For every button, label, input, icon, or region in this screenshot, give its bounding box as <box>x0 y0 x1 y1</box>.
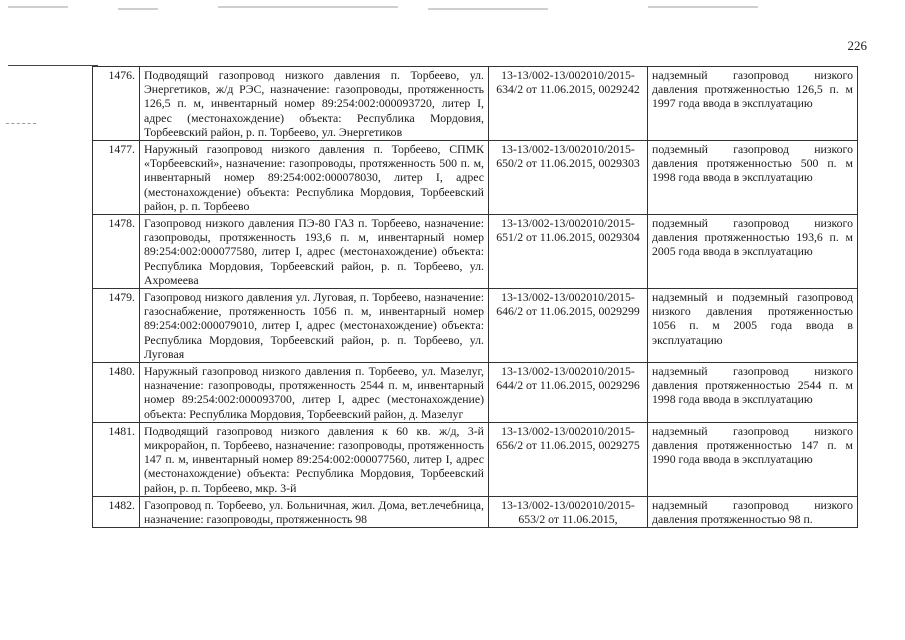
left-margin-rule <box>8 65 98 66</box>
object-description: Газопровод п. Торбеево, ул. Больничная, жил. Дома, вет.лечебница, назначение: газопроводы, протяженность 98 <box>140 496 489 527</box>
property-register-table <box>92 66 858 528</box>
row-number: 1477. <box>93 141 140 215</box>
table-row <box>93 422 858 496</box>
object-characteristics: надземный и подземный газопровод низкого давления протяженностью 1056 п. м 2005 года ввода в эксплуатацию <box>648 289 858 363</box>
object-characteristics: надземный газопровод низкого давления протяженностью 2544 п. м 1998 года ввода в эксплуатацию <box>648 363 858 423</box>
registration-record: 13-13/002-13/002010/2015-653/2 от 11.06.2015, <box>489 496 648 527</box>
row-number: 1476. <box>93 67 140 141</box>
registration-record: 13-13/002-13/002010/2015-650/2 от 11.06.2015, 0029303 <box>489 141 648 215</box>
object-description: Наружный газопровод низкого давления п. Торбеево, ул. Мазелуг, назначение: газопроводы, протяженность 2544 п. м, инвентарный номер 89:254:002:000093700, литер I, адрес (местонахождение) объекта: Республика Мордовия, Торбеевский район, д. Мазелуг <box>140 363 489 423</box>
object-characteristics: подземный газопровод низкого давления протяженностью 500 п. м 1998 года ввода в эксплуатацию <box>648 141 858 215</box>
registration-record: 13-13/002-13/002010/2015-634/2 от 11.06.2015, 0029242 <box>489 67 648 141</box>
row-number: 1478. <box>93 215 140 289</box>
table-row <box>93 496 858 527</box>
row-number: 1480. <box>93 363 140 423</box>
object-characteristics: подземный газопровод низкого давления протяженностью 193,6 п. м 2005 года ввода в эксплуатацию <box>648 215 858 289</box>
object-description: Газопровод низкого давления ул. Луговая, п. Торбеево, назначение: газоснабжение, протяженность 1056 п. м, инвентарный номер 89:254:002:000079010, литер I, адрес (местонахождение) объекта: Республика Мордовия, Торбеевский район, р. п. Торбеево, ул. Луговая <box>140 289 489 363</box>
object-description: Наружный газопровод низкого давления п. Торбеево, СПМК «Торбеевский», назначение: газопроводы, протяженность 500 п. м, инвентарный номер 89:254:002:000078030, литер I, адрес (местонахождение) объекта: Республика Мордовия, Торбеевский район, р. п. Торбеево <box>140 141 489 215</box>
page-number: 226 <box>847 38 867 53</box>
margin-mark <box>6 123 36 124</box>
object-characteristics: надземный газопровод низкого давления протяженностью 147 п. м 1990 года ввода в эксплуатацию <box>648 422 858 496</box>
object-characteristics: надземный газопровод низкого давления протяженностью 126,5 п. м 1997 года ввода в эксплуатацию <box>648 67 858 141</box>
object-characteristics: надземный газопровод низкого давления протяженностью 98 п. <box>648 496 858 527</box>
scan-artifact-top <box>8 6 885 12</box>
row-number: 1481. <box>93 422 140 496</box>
row-number: 1479. <box>93 289 140 363</box>
object-description: Подводящий газопровод низкого давления к 60 кв. ж/д, 3-й микрорайон, п. Торбеево, назначение: газопроводы, протяженность 147 п. м, инвентарный номер 89:254:002:000077560, литер I, адрес (местонахождение) объекта: Республика Мордовия, Торбеевский район, р. п. Торбеево, мкр. 3-й <box>140 422 489 496</box>
registration-record: 13-13/002-13/002010/2015-646/2 от 11.06.2015, 0029299 <box>489 289 648 363</box>
registration-record: 13-13/002-13/002010/2015-651/2 от 11.06.2015, 0029304 <box>489 215 648 289</box>
table-row <box>93 67 858 141</box>
registration-record: 13-13/002-13/002010/2015-644/2 от 11.06.2015, 0029296 <box>489 363 648 423</box>
table-row <box>93 141 858 215</box>
row-number: 1482. <box>93 496 140 527</box>
table-row <box>93 215 858 289</box>
object-description: Подводящий газопровод низкого давления п. Торбеево, ул. Энергетиков, ж/д РЭС, назначение: газопроводы, протяженность 126,5 п. м, инвентарный номер 89:254:002:000093720, литер I, адрес (местонахождение) объекта: Республика Мордовия, Торбеевский район, р. п. Торбеево, ул. Энергетиков <box>140 67 489 141</box>
object-description: Газопровод низкого давления ПЭ-80 ГАЗ п. Торбеево, назначение: газопроводы, протяженность 193,6 п. м, инвентарный номер 89:254:002:000077580, литер I, адрес (местонахождение) объекта: Республика Мордовия, Торбеевский район, р. п. Торбеево, ул. Ахромеева <box>140 215 489 289</box>
table-row <box>93 363 858 423</box>
table-row <box>93 289 858 363</box>
registration-record: 13-13/002-13/002010/2015-656/2 от 11.06.2015, 0029275 <box>489 422 648 496</box>
